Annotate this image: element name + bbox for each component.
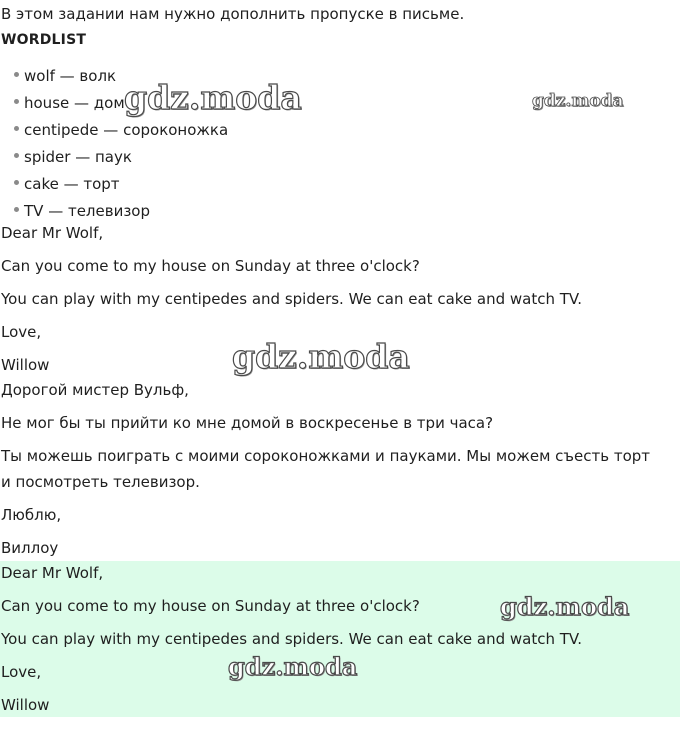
letter-closing: Love,	[1, 323, 42, 341]
letter-signature: Виллоу	[1, 539, 59, 557]
letter-signature: Willow	[1, 356, 50, 374]
letter-greeting: Dear Mr Wolf,	[1, 224, 104, 242]
watermark: gdz.moda	[228, 652, 358, 681]
letter-line: Can you come to my house on Sunday at three o'clock?	[1, 257, 420, 275]
answer-greeting: Dear Mr Wolf,	[1, 564, 104, 582]
answer-line: You can play with my centipedes and spiders. We can eat cake and watch TV.	[1, 630, 583, 648]
list-item: TV — телевизор	[14, 201, 150, 221]
letter-line: Не мог бы ты прийти ко мне домой в воскресенье в три часа?	[1, 414, 494, 432]
answer-closing: Love,	[1, 663, 42, 681]
bullet-icon	[14, 72, 19, 77]
list-item: centipede — сороконожка	[14, 120, 228, 140]
bullet-icon	[14, 99, 19, 104]
letter-closing: Люблю,	[1, 506, 62, 524]
watermark: gdz.moda	[232, 337, 410, 376]
bullet-icon	[14, 153, 19, 158]
bullet-icon	[14, 180, 19, 185]
intro-text: В этом задании нам нужно дополнить пропуске в письме.	[1, 5, 465, 23]
list-item: spider — паук	[14, 147, 132, 167]
answer-line: Can you come to my house on Sunday at three o'clock?	[1, 597, 420, 615]
list-item: cake — торт	[14, 174, 120, 194]
list-item: wolf — волк	[14, 66, 116, 86]
letter-greeting: Дорогой мистер Вульф,	[1, 381, 189, 399]
letter-line: You can play with my centipedes and spiders. We can eat cake and watch TV.	[1, 290, 583, 308]
watermark: gdz.moda	[532, 91, 624, 111]
wordlist-title: WORDLIST	[1, 32, 87, 48]
letter-line: Ты можешь поиграть с моими сороконожками и пауками. Мы можем съесть торт и посмотреть телевизор.	[1, 447, 651, 491]
watermark: gdz.moda	[500, 592, 630, 621]
watermark: gdz.moda	[124, 78, 302, 117]
bullet-icon	[14, 126, 19, 131]
bullet-icon	[14, 207, 19, 212]
list-item: house — дом	[14, 93, 125, 113]
answer-signature: Willow	[1, 696, 50, 714]
